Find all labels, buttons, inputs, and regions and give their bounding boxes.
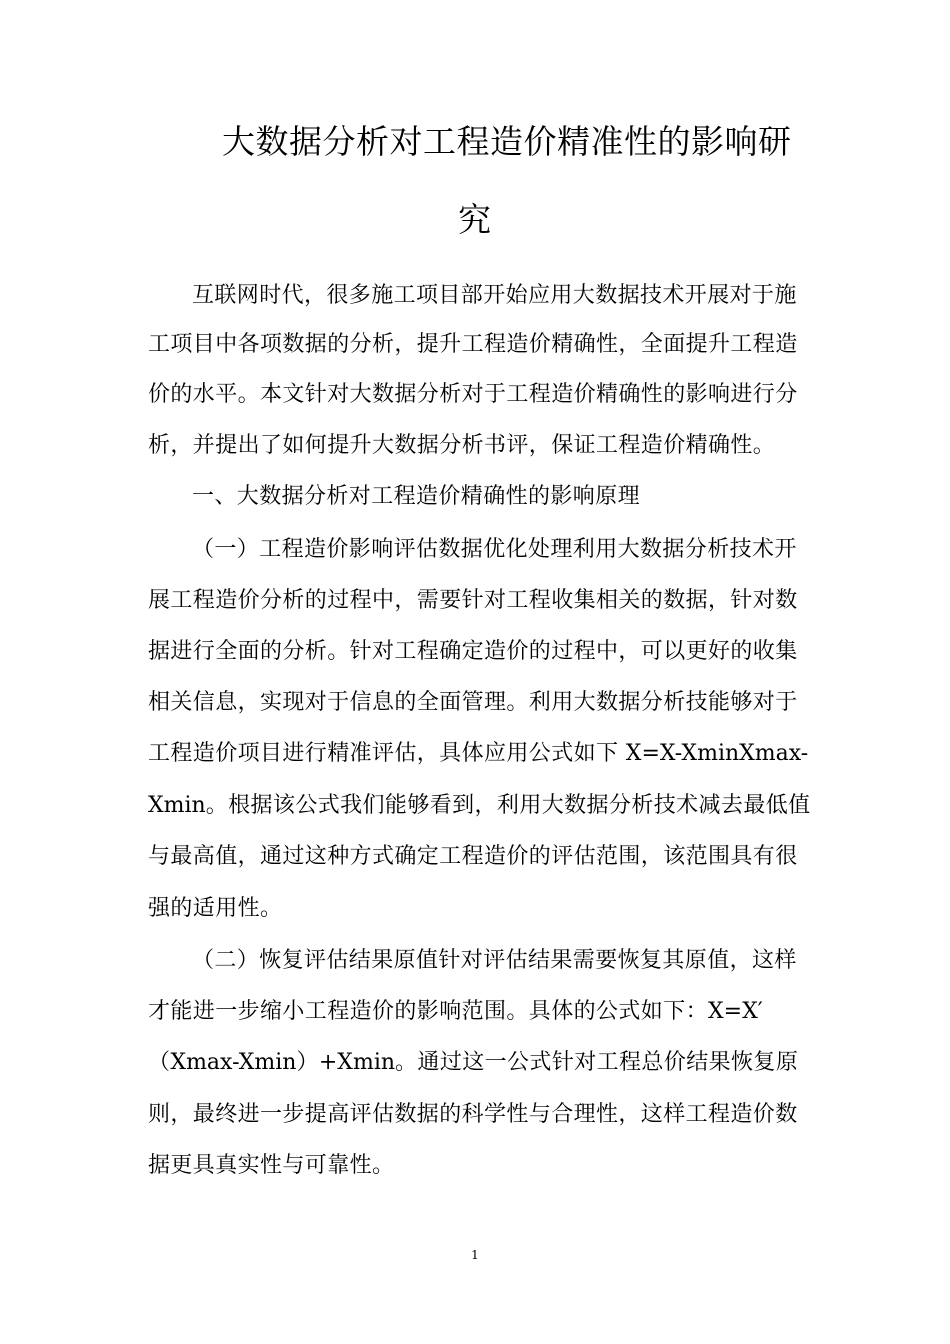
- body-line-17: 据更具真实性与可靠性。: [148, 1153, 395, 1178]
- body-line-14: [148, 997, 763, 1027]
- body-line-2: 工项目中各项数据的分析，提升工程造价精确性，全面提升工程造: [148, 332, 798, 357]
- body-line-13: （二）恢复评估结果原值针对评估结果需要恢复其原值，这样: [192, 948, 797, 973]
- document-title-line-2: 究: [458, 200, 492, 239]
- body-line-15: [148, 1048, 798, 1078]
- body-line-11: 与最高值，通过这种方式确定工程造价的评估范围，该范围具有很: [148, 844, 798, 869]
- body-line-9: [148, 739, 808, 769]
- body-line-1: 互联网时代，很多施工项目部开始应用大数据技术开展对于施: [192, 283, 797, 308]
- body-line-4: 析，并提出了如何提升大数据分析书评，保证工程造价精确性。: [148, 433, 776, 458]
- body-line-15-text: 。通过这一公式针对工程总价结果恢复原: [395, 1050, 799, 1075]
- body-line-9-text: 工程造价项目进行精准评估，具体应用公式如下: [148, 741, 626, 766]
- formula-1-part-2: Xmin: [148, 793, 206, 818]
- body-line-3: 价的水平。本文针对大数据分析对于工程造价精确性的影响进行分: [148, 382, 798, 407]
- body-line-8: 相关信息，实现对于信息的全面管理。利用大数据分析技能够对于: [148, 690, 798, 715]
- body-line-16: 则，最终进一步提高评估数据的科学性与合理性，这样工程造价数: [148, 1102, 798, 1127]
- body-line-12: 强的适用性。: [148, 896, 283, 921]
- formula-2-close-paren: ）: [296, 1050, 319, 1075]
- formula-2-open-paren: （: [148, 1050, 171, 1075]
- page-number: 1: [471, 1248, 479, 1262]
- formula-2-part-3: +Xmin: [318, 1050, 396, 1075]
- body-line-5: （一）工程造价影响评估数据优化处理利用大数据分析技术开: [192, 537, 797, 562]
- body-line-10: [148, 791, 811, 821]
- body-line-7: 据进行全面的分析。针对工程确定造价的过程中，可以更好的收集: [148, 639, 798, 664]
- body-line-10-text: 。根据该公式我们能够看到，利用大数据分析技术减去最低值: [205, 793, 811, 818]
- formula-1-part-1: X=X-XminXmax-: [625, 741, 809, 766]
- formula-2-part-1: X=X′: [708, 999, 763, 1024]
- section-heading-1: 一、大数据分析对工程造价精确性的影响原理: [192, 484, 641, 509]
- body-line-6: 展工程造价分析的过程中，需要针对工程收集相关的数据，针对数: [148, 588, 798, 613]
- document-title-line-1: 大数据分析对工程造价精准性的影响研: [222, 122, 792, 161]
- formula-2-part-2: Xmax-Xmin: [170, 1050, 297, 1075]
- body-line-14-text: 才能进一步缩小工程造价的影响范围。具体的公式如下：: [148, 999, 709, 1024]
